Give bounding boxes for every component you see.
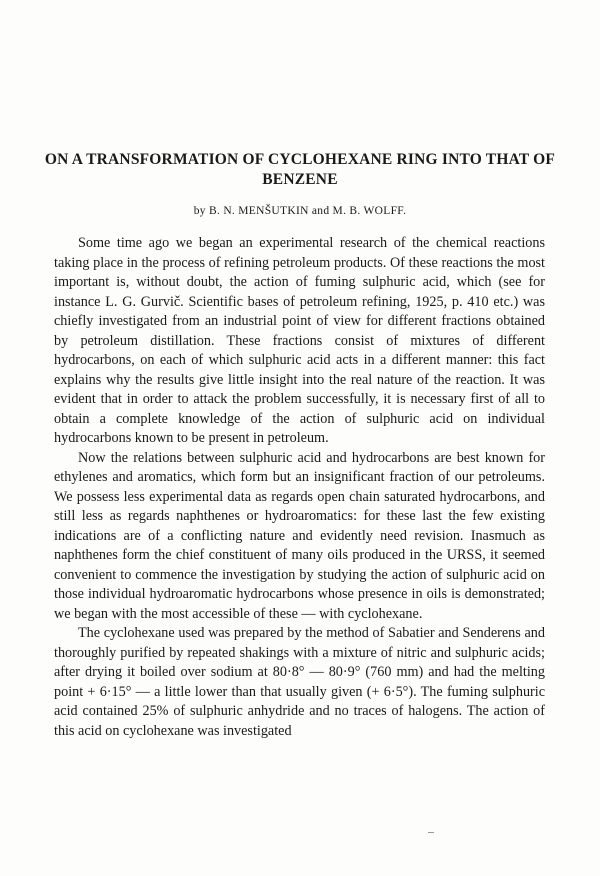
article-title: ON A TRANSFORMATION OF CYCLOHEXANE RING INTO THAT OF BENZENE: [44, 151, 556, 188]
article-byline: by B. N. MENŠUTKIN and M. B. WOLFF.: [193, 205, 407, 217]
paragraph-2: Now the relations between sulphuric acid and hydrocarbons are best known for ethylenes and aromatics, which form but an insignificant fraction of our petroleums. We possess less experimental data as regards open chain saturated hydrocarbons, and still less as regards naphthenes or hydroaromatics: for these last the few existing indications are of a conflicting nature and evidently need revision. Inasmuch as naphthenes form the chief constituent of many oils produced in the URSS, it seemed convenient to commence the investigation by studying the action of sulphuric acid on those individual hydroaromatic hydrocarbons whose presence in oils is demonstrated; we began with the most accessible of these — with cyclohexane.: [54, 449, 545, 622]
paragraph-3: The cyclohexane used was prepared by the method of Sabatier and Senderens and thoroughly purified by repeated shakings with a mixture of nitric and sulphuric acids; after drying it boiled over sodium at 80·8° — 80·9° (760 mm) and had the melting point + 6·15° — a little lower than that usually given (+ 6·5°). The fuming sulphuric acid contained 25% of sulphuric anhydride and no traces of halogens. The action of this acid on cyclohexane was investigated: [54, 625, 545, 739]
paragraph-1: Some time ago we began an experimental research of the chemical reactions taking place in the process of refining petroleum products. Of these reactions the most important is, without doubt, the action of fuming sulphuric acid, which (see for instance L. G. Gurvič. Scientific bases of petroleum refining, 1925, p. 410 etc.) was chiefly investigated from an industrial point of view for different fractions obtained by petroleum distillation. These fractions consist of mixtures of different hydrocarbons, on each of which sulphuric acid acts in a different manner: this fact explains why the results give little insight into the real nature of the reaction. It was evident that in order to attack the problem successfully, it is necessary first of all to obtain a complete knowledge of the action of sulphuric acid on individual hydrocarbons known to be present in petroleum.: [54, 235, 545, 446]
article-body: [54, 234, 545, 741]
scan-mark: [428, 832, 434, 833]
